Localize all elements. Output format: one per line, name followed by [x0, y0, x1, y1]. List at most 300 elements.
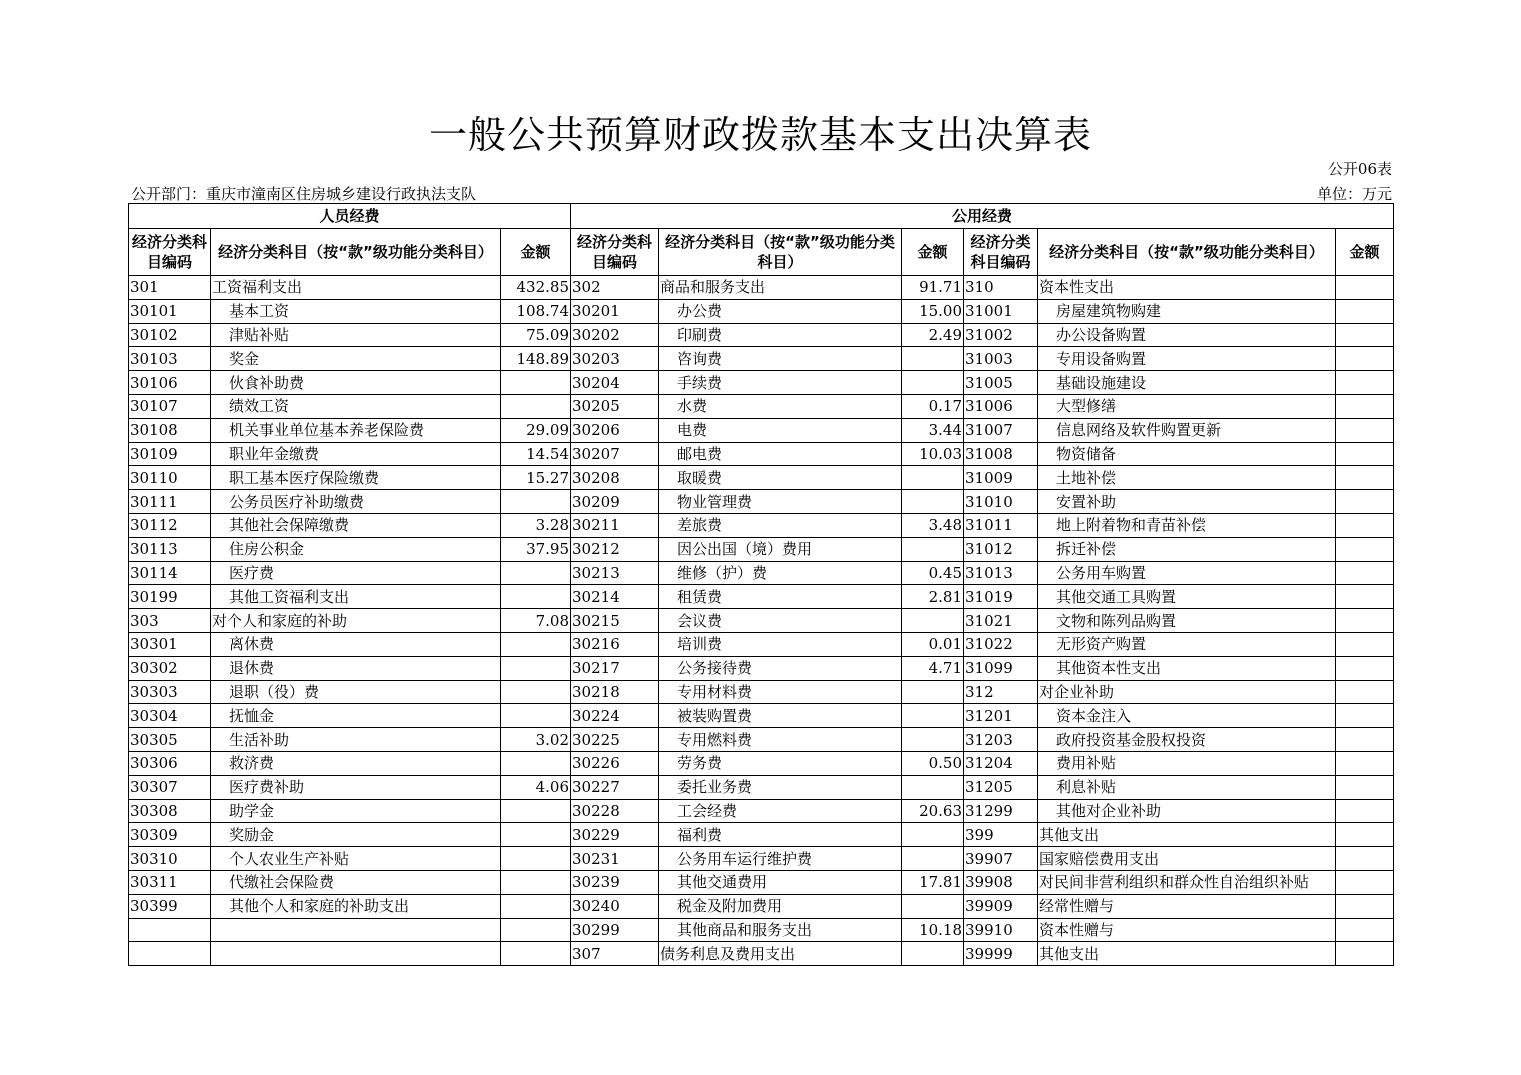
name-cell: 生活补助 — [211, 728, 501, 752]
name-cell: 其他对企业补助 — [1038, 799, 1336, 823]
amount-cell: 10.03 — [902, 442, 964, 466]
table-row — [129, 347, 1394, 371]
amount-cell: 0.17 — [902, 394, 964, 418]
code-cell: 31021 — [964, 609, 1038, 633]
amount-cell — [501, 799, 571, 823]
amount-cell: 37.95 — [501, 537, 571, 561]
amount-cell — [1336, 680, 1394, 704]
table-row — [129, 442, 1394, 466]
table-row — [129, 561, 1394, 585]
code-cell: 31201 — [964, 704, 1038, 728]
code-cell: 30110 — [129, 466, 211, 490]
name-cell: 信息网络及软件购置更新 — [1038, 418, 1336, 442]
amount-cell — [1336, 418, 1394, 442]
code-cell: 31003 — [964, 347, 1038, 371]
table-row — [129, 728, 1394, 752]
code-cell — [129, 918, 211, 942]
code-cell: 30107 — [129, 394, 211, 418]
name-cell: 个人农业生产补贴 — [211, 847, 501, 871]
code-cell: 31009 — [964, 466, 1038, 490]
name-cell: 奖励金 — [211, 823, 501, 847]
code-cell: 31006 — [964, 394, 1038, 418]
code-cell: 30309 — [129, 823, 211, 847]
code-cell: 30227 — [571, 775, 659, 799]
code-cell — [129, 942, 211, 966]
amount-cell — [1336, 371, 1394, 395]
name-cell: 公务接待费 — [659, 656, 902, 680]
table-row — [129, 870, 1394, 894]
header-name: 经济分类科目（按“款”级功能分类科目） — [1038, 229, 1336, 276]
name-cell: 工会经费 — [659, 799, 902, 823]
table-row — [129, 323, 1394, 347]
code-cell: 30199 — [129, 585, 211, 609]
header-amount: 金额 — [902, 229, 964, 276]
name-cell: 伙食补助费 — [211, 371, 501, 395]
code-cell: 30305 — [129, 728, 211, 752]
amount-cell: 14.54 — [501, 442, 571, 466]
form-number: 公开06表 — [1327, 160, 1392, 178]
amount-cell — [501, 371, 571, 395]
code-cell: 30310 — [129, 847, 211, 871]
name-cell: 咨询费 — [659, 347, 902, 371]
amount-cell — [902, 490, 964, 514]
name-cell: 土地补偿 — [1038, 466, 1336, 490]
name-cell: 差旅费 — [659, 513, 902, 537]
name-cell: 基础设施建设 — [1038, 371, 1336, 395]
name-cell: 医疗费 — [211, 561, 501, 585]
code-cell: 30112 — [129, 513, 211, 537]
amount-cell: 432.85 — [501, 276, 571, 300]
amount-cell: 2.49 — [902, 323, 964, 347]
table-row — [129, 823, 1394, 847]
name-cell: 其他个人和家庭的补助支出 — [211, 894, 501, 918]
name-cell: 公务用车运行维护费 — [659, 847, 902, 871]
amount-cell — [501, 918, 571, 942]
header-code: 经济分类科目编码 — [571, 229, 659, 276]
name-cell: 手续费 — [659, 371, 902, 395]
amount-cell — [1336, 870, 1394, 894]
name-cell: 会议费 — [659, 609, 902, 633]
amount-cell — [1336, 537, 1394, 561]
code-cell: 30231 — [571, 847, 659, 871]
name-cell: 奖金 — [211, 347, 501, 371]
name-cell: 房屋建筑物购建 — [1038, 299, 1336, 323]
name-cell: 无形资产购置 — [1038, 632, 1336, 656]
table-row — [129, 466, 1394, 490]
name-cell: 其他资本性支出 — [1038, 656, 1336, 680]
amount-cell: 3.28 — [501, 513, 571, 537]
code-cell: 30226 — [571, 751, 659, 775]
name-cell — [211, 918, 501, 942]
name-cell: 劳务费 — [659, 751, 902, 775]
name-cell: 机关事业单位基本养老保险费 — [211, 418, 501, 442]
amount-cell — [1336, 609, 1394, 633]
table-row — [129, 918, 1394, 942]
name-cell: 退职（役）费 — [211, 680, 501, 704]
amount-cell — [501, 894, 571, 918]
name-cell: 租赁费 — [659, 585, 902, 609]
code-cell: 30109 — [129, 442, 211, 466]
name-cell: 专用燃料费 — [659, 728, 902, 752]
name-cell: 办公费 — [659, 299, 902, 323]
code-cell: 30229 — [571, 823, 659, 847]
name-cell: 公务用车购置 — [1038, 561, 1336, 585]
amount-cell — [1336, 394, 1394, 418]
amount-cell: 0.45 — [902, 561, 964, 585]
header-code: 经济分类科目编码 — [964, 229, 1038, 276]
table-row — [129, 799, 1394, 823]
code-cell: 30108 — [129, 418, 211, 442]
amount-cell — [1336, 823, 1394, 847]
amount-cell — [1336, 299, 1394, 323]
name-cell: 电费 — [659, 418, 902, 442]
header-amount: 金额 — [1336, 229, 1394, 276]
code-cell: 301 — [129, 276, 211, 300]
code-cell: 30212 — [571, 537, 659, 561]
name-cell: 代缴社会保险费 — [211, 870, 501, 894]
name-cell: 物资储备 — [1038, 442, 1336, 466]
amount-cell — [1336, 775, 1394, 799]
name-cell: 公务员医疗补助缴费 — [211, 490, 501, 514]
amount-cell: 0.01 — [902, 632, 964, 656]
name-cell: 水费 — [659, 394, 902, 418]
code-cell: 39907 — [964, 847, 1038, 871]
amount-cell: 29.09 — [501, 418, 571, 442]
name-cell: 地上附着物和青苗补偿 — [1038, 513, 1336, 537]
header-code: 经济分类科目编码 — [129, 229, 211, 276]
amount-cell — [501, 394, 571, 418]
name-cell: 利息补贴 — [1038, 775, 1336, 799]
code-cell: 30217 — [571, 656, 659, 680]
code-cell: 31010 — [964, 490, 1038, 514]
header-name: 经济分类科目（按“款”级功能分类科目） — [659, 229, 902, 276]
amount-cell — [902, 942, 964, 966]
code-cell: 302 — [571, 276, 659, 300]
amount-cell — [1336, 704, 1394, 728]
code-cell: 30216 — [571, 632, 659, 656]
amount-cell — [902, 680, 964, 704]
code-cell: 30308 — [129, 799, 211, 823]
code-cell: 30114 — [129, 561, 211, 585]
column-header-row — [129, 229, 1394, 276]
table-row — [129, 894, 1394, 918]
code-cell: 31007 — [964, 418, 1038, 442]
name-cell: 费用补贴 — [1038, 751, 1336, 775]
table-row — [129, 656, 1394, 680]
name-cell: 住房公积金 — [211, 537, 501, 561]
amount-cell — [501, 823, 571, 847]
name-cell: 津贴补贴 — [211, 323, 501, 347]
code-cell: 30205 — [571, 394, 659, 418]
code-cell: 30202 — [571, 323, 659, 347]
amount-cell — [902, 847, 964, 871]
table-row — [129, 418, 1394, 442]
code-cell: 30214 — [571, 585, 659, 609]
name-cell: 大型修缮 — [1038, 394, 1336, 418]
name-cell: 退休费 — [211, 656, 501, 680]
name-cell: 物业管理费 — [659, 490, 902, 514]
amount-cell — [501, 704, 571, 728]
code-cell: 30311 — [129, 870, 211, 894]
amount-cell — [1336, 918, 1394, 942]
amount-cell — [1336, 276, 1394, 300]
amount-cell — [1336, 513, 1394, 537]
name-cell: 助学金 — [211, 799, 501, 823]
amount-cell — [1336, 847, 1394, 871]
amount-cell — [1336, 632, 1394, 656]
table-row — [129, 609, 1394, 633]
table-row — [129, 490, 1394, 514]
name-cell: 培训费 — [659, 632, 902, 656]
table-row — [129, 585, 1394, 609]
amount-cell: 3.02 — [501, 728, 571, 752]
header-amount: 金额 — [501, 229, 571, 276]
code-cell: 30301 — [129, 632, 211, 656]
code-cell: 30102 — [129, 323, 211, 347]
amount-cell: 10.18 — [902, 918, 964, 942]
code-cell: 31008 — [964, 442, 1038, 466]
amount-cell: 2.81 — [902, 585, 964, 609]
table-row — [129, 632, 1394, 656]
table-row — [129, 775, 1394, 799]
name-cell: 取暖费 — [659, 466, 902, 490]
amount-cell — [501, 585, 571, 609]
amount-cell: 7.08 — [501, 609, 571, 633]
table-row — [129, 847, 1394, 871]
name-cell: 因公出国（境）费用 — [659, 537, 902, 561]
group-public: 公用经费 — [571, 204, 1394, 229]
code-cell: 303 — [129, 609, 211, 633]
code-cell: 30106 — [129, 371, 211, 395]
code-cell: 30302 — [129, 656, 211, 680]
name-cell: 印刷费 — [659, 323, 902, 347]
code-cell: 399 — [964, 823, 1038, 847]
name-cell: 办公设备购置 — [1038, 323, 1336, 347]
code-cell: 31012 — [964, 537, 1038, 561]
amount-cell: 0.50 — [902, 751, 964, 775]
amount-cell — [501, 942, 571, 966]
group-header-row — [129, 204, 1394, 229]
name-cell: 对个人和家庭的补助 — [211, 609, 501, 633]
name-cell: 国家赔偿费用支出 — [1038, 847, 1336, 871]
name-cell: 资本金注入 — [1038, 704, 1336, 728]
amount-cell: 91.71 — [902, 276, 964, 300]
amount-cell — [1336, 323, 1394, 347]
table-row — [129, 751, 1394, 775]
code-cell: 30218 — [571, 680, 659, 704]
code-cell: 30239 — [571, 870, 659, 894]
code-cell: 31013 — [964, 561, 1038, 585]
amount-cell — [1336, 561, 1394, 585]
code-cell: 30111 — [129, 490, 211, 514]
amount-cell: 3.48 — [902, 513, 964, 537]
code-cell: 30113 — [129, 537, 211, 561]
amount-cell: 4.06 — [501, 775, 571, 799]
name-cell: 资本性支出 — [1038, 276, 1336, 300]
code-cell: 30399 — [129, 894, 211, 918]
amount-cell: 108.74 — [501, 299, 571, 323]
table-row — [129, 537, 1394, 561]
name-cell: 税金及附加费用 — [659, 894, 902, 918]
code-cell: 307 — [571, 942, 659, 966]
amount-cell — [1336, 490, 1394, 514]
code-cell: 31002 — [964, 323, 1038, 347]
table-row — [129, 276, 1394, 300]
amount-cell — [902, 609, 964, 633]
amount-cell — [902, 347, 964, 371]
name-cell: 委托业务费 — [659, 775, 902, 799]
amount-cell — [501, 656, 571, 680]
name-cell: 政府投资基金股权投资 — [1038, 728, 1336, 752]
code-cell: 30213 — [571, 561, 659, 585]
code-cell: 30203 — [571, 347, 659, 371]
name-cell: 债务利息及费用支出 — [659, 942, 902, 966]
name-cell: 医疗费补助 — [211, 775, 501, 799]
name-cell: 其他商品和服务支出 — [659, 918, 902, 942]
amount-cell — [902, 823, 964, 847]
name-cell: 拆迁补偿 — [1038, 537, 1336, 561]
code-cell: 30209 — [571, 490, 659, 514]
table-row — [129, 680, 1394, 704]
code-cell: 310 — [964, 276, 1038, 300]
code-cell: 31299 — [964, 799, 1038, 823]
amount-cell: 3.44 — [902, 418, 964, 442]
code-cell: 30240 — [571, 894, 659, 918]
amount-cell — [501, 870, 571, 894]
code-cell: 31011 — [964, 513, 1038, 537]
code-cell: 312 — [964, 680, 1038, 704]
code-cell: 31099 — [964, 656, 1038, 680]
table-row — [129, 394, 1394, 418]
amount-cell — [1336, 799, 1394, 823]
amount-cell — [902, 466, 964, 490]
code-cell: 30306 — [129, 751, 211, 775]
code-cell: 30101 — [129, 299, 211, 323]
amount-cell — [501, 561, 571, 585]
code-cell: 39999 — [964, 942, 1038, 966]
table-row — [129, 704, 1394, 728]
name-cell: 其他支出 — [1038, 942, 1336, 966]
name-cell: 救济费 — [211, 751, 501, 775]
name-cell: 抚恤金 — [211, 704, 501, 728]
amount-cell — [902, 704, 964, 728]
amount-cell: 75.09 — [501, 323, 571, 347]
amount-cell — [1336, 347, 1394, 371]
code-cell: 30103 — [129, 347, 211, 371]
amount-cell: 17.81 — [902, 870, 964, 894]
code-cell: 30208 — [571, 466, 659, 490]
code-cell: 31022 — [964, 632, 1038, 656]
amount-cell — [902, 894, 964, 918]
amount-cell: 148.89 — [501, 347, 571, 371]
amount-cell — [1336, 728, 1394, 752]
table-row — [129, 513, 1394, 537]
name-cell: 其他交通费用 — [659, 870, 902, 894]
name-cell: 工资福利支出 — [211, 276, 501, 300]
table-row — [129, 299, 1394, 323]
code-cell: 31001 — [964, 299, 1038, 323]
amount-cell — [1336, 894, 1394, 918]
code-cell: 30303 — [129, 680, 211, 704]
amount-cell — [1336, 442, 1394, 466]
amount-cell — [501, 751, 571, 775]
code-cell: 31205 — [964, 775, 1038, 799]
code-cell: 30299 — [571, 918, 659, 942]
amount-cell: 15.27 — [501, 466, 571, 490]
name-cell — [211, 942, 501, 966]
name-cell: 其他支出 — [1038, 823, 1336, 847]
amount-cell: 4.71 — [902, 656, 964, 680]
name-cell: 邮电费 — [659, 442, 902, 466]
name-cell: 专用材料费 — [659, 680, 902, 704]
name-cell: 专用设备购置 — [1038, 347, 1336, 371]
amount-cell — [1336, 466, 1394, 490]
name-cell: 其他社会保障缴费 — [211, 513, 501, 537]
group-personnel: 人员经费 — [129, 204, 571, 229]
name-cell: 职工基本医疗保险缴费 — [211, 466, 501, 490]
department-label: 公开部门：重庆市潼南区住房城乡建设行政执法支队 — [131, 185, 477, 203]
amount-cell — [1336, 942, 1394, 966]
code-cell: 30207 — [571, 442, 659, 466]
name-cell: 绩效工资 — [211, 394, 501, 418]
code-cell: 31005 — [964, 371, 1038, 395]
code-cell: 30224 — [571, 704, 659, 728]
name-cell: 其他工资福利支出 — [211, 585, 501, 609]
amount-cell — [1336, 656, 1394, 680]
name-cell: 维修（护）费 — [659, 561, 902, 585]
name-cell: 基本工资 — [211, 299, 501, 323]
name-cell: 对企业补助 — [1038, 680, 1336, 704]
code-cell: 30228 — [571, 799, 659, 823]
amount-cell: 15.00 — [902, 299, 964, 323]
table-row — [129, 942, 1394, 966]
amount-cell — [1336, 751, 1394, 775]
name-cell: 福利费 — [659, 823, 902, 847]
code-cell: 30307 — [129, 775, 211, 799]
code-cell: 30211 — [571, 513, 659, 537]
amount-cell — [501, 490, 571, 514]
code-cell: 30206 — [571, 418, 659, 442]
code-cell: 31203 — [964, 728, 1038, 752]
amount-cell — [501, 632, 571, 656]
amount-cell — [902, 537, 964, 561]
name-cell: 资本性赠与 — [1038, 918, 1336, 942]
amount-cell — [902, 728, 964, 752]
code-cell: 39908 — [964, 870, 1038, 894]
expenditure-table — [128, 203, 1394, 966]
name-cell: 经常性赠与 — [1038, 894, 1336, 918]
page-title: 一般公共预算财政拨款基本支出决算表 — [428, 113, 1092, 157]
code-cell: 31019 — [964, 585, 1038, 609]
code-cell: 30204 — [571, 371, 659, 395]
amount-cell — [902, 371, 964, 395]
unit-label: 单位：万元 — [1316, 185, 1392, 203]
code-cell: 39910 — [964, 918, 1038, 942]
amount-cell — [501, 847, 571, 871]
name-cell: 文物和陈列品购置 — [1038, 609, 1336, 633]
code-cell: 30201 — [571, 299, 659, 323]
table-row — [129, 371, 1394, 395]
code-cell: 31204 — [964, 751, 1038, 775]
name-cell: 被装购置费 — [659, 704, 902, 728]
name-cell: 离休费 — [211, 632, 501, 656]
code-cell: 30225 — [571, 728, 659, 752]
code-cell: 30215 — [571, 609, 659, 633]
header-name: 经济分类科目（按“款”级功能分类科目） — [211, 229, 501, 276]
amount-cell — [501, 680, 571, 704]
amount-cell: 20.63 — [902, 799, 964, 823]
amount-cell — [902, 775, 964, 799]
